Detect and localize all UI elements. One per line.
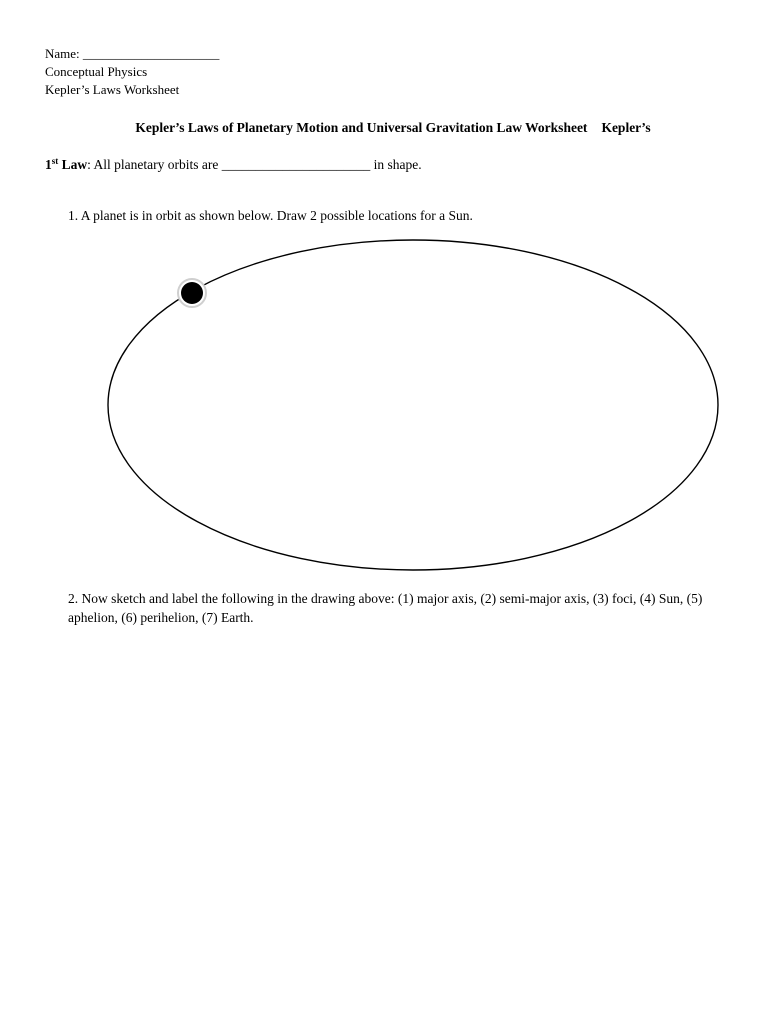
title-main: Kepler’s Laws of Planetary Motion and Universal Gravitation Law Worksheet [135, 120, 588, 135]
orbit-ellipse [108, 240, 718, 570]
first-law-label [45, 157, 87, 172]
course-name: Conceptual Physics [45, 64, 148, 79]
law-word: Law [58, 157, 88, 172]
first-law-text: : All planetary orbits are ______________________ in shape. [87, 157, 422, 172]
law-ordinal-suffix: st [51, 156, 59, 166]
worksheet-title [0, 120, 768, 136]
question-1: 1. A planet is in orbit as shown below. Draw 2 possible locations for a Sun. [68, 208, 473, 223]
law-number: 1 [45, 157, 52, 172]
first-law-statement [45, 157, 422, 173]
planet-dot-icon [181, 282, 203, 304]
question-2: 2. Now sketch and label the following in the drawing above: (1) major axis, (2) semi-major axis, (3) foci, (4) Sun, (5) aphelion, (6) perihelion, (7) Earth. [68, 591, 703, 625]
worksheet-name: Kepler’s Laws Worksheet [45, 82, 180, 97]
planet-halo [178, 279, 206, 307]
name-field: Name: _____________________ [45, 46, 220, 61]
title-trailing: Kepler’s [601, 120, 651, 135]
